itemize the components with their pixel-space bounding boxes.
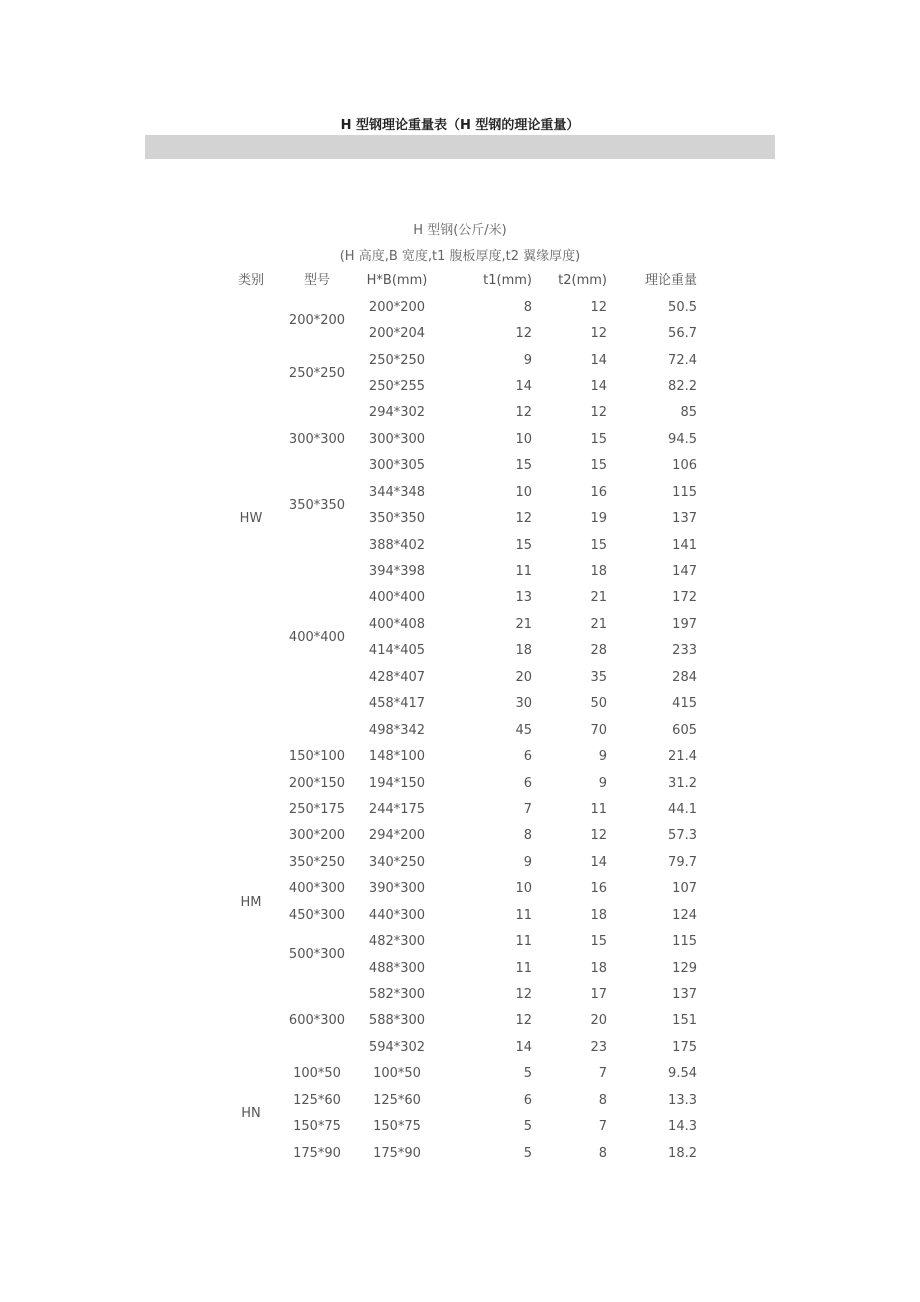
weight-cell: 50.5: [668, 299, 697, 315]
t1-cell: 13: [515, 590, 532, 606]
model-cell: 500*300: [288, 947, 346, 963]
hb-cell: 350*350: [368, 511, 426, 527]
t2-cell: 12: [590, 299, 607, 315]
t1-cell: 14: [515, 1039, 532, 1055]
hb-cell: 458*417: [368, 696, 426, 712]
header-divider-bar: [145, 135, 775, 159]
weight-cell: 106: [672, 458, 697, 474]
weight-cell: 151: [672, 1013, 697, 1029]
hb-cell: 125*60: [373, 1092, 421, 1108]
hb-cell: 482*300: [368, 934, 426, 950]
model-cell: 350*350: [288, 497, 346, 513]
weight-cell: 94.5: [668, 431, 697, 447]
t2-cell: 15: [590, 431, 607, 447]
t1-cell: 18: [515, 643, 532, 659]
hb-cell: 294*302: [368, 405, 426, 421]
hb-cell: 294*200: [368, 828, 426, 844]
t2-cell: 9: [598, 749, 607, 765]
header-weight: 理论重量: [644, 273, 697, 289]
header-category: 类别: [237, 273, 264, 289]
t2-cell: 15: [590, 934, 607, 950]
table-row: [218, 929, 697, 955]
weight-cell: 284: [672, 669, 697, 685]
table-row: [218, 400, 697, 426]
weight-cell: 197: [672, 616, 697, 632]
t2-cell: 9: [598, 775, 607, 791]
t1-cell: 10: [515, 881, 532, 897]
t1-cell: 5: [523, 1066, 532, 1082]
hb-cell: 200*200: [368, 299, 426, 315]
t1-cell: 21: [515, 616, 532, 632]
hb-cell: 194*150: [368, 775, 426, 791]
table-header-row: [218, 268, 697, 294]
hb-cell: 150*75: [373, 1119, 421, 1135]
weight-cell: 129: [672, 960, 697, 976]
t1-cell: 11: [515, 564, 532, 580]
t2-cell: 15: [590, 537, 607, 553]
t2-cell: 28: [590, 643, 607, 659]
t2-cell: 12: [590, 326, 607, 342]
t2-cell: 16: [590, 484, 607, 500]
weight-cell: 115: [672, 484, 697, 500]
t2-cell: 11: [590, 801, 607, 817]
t1-cell: 11: [515, 907, 532, 923]
t2-cell: 16: [590, 881, 607, 897]
weight-cell: 44.1: [668, 801, 697, 817]
header-model: 型号: [303, 273, 330, 289]
hb-cell: 394*398: [368, 564, 426, 580]
model-cell: 400*300: [288, 881, 346, 897]
t2-cell: 14: [590, 352, 607, 368]
hb-cell: 250*255: [368, 378, 426, 394]
weight-cell: 141: [672, 537, 697, 553]
weight-cell: 21.4: [668, 749, 697, 765]
t1-cell: 7: [523, 801, 532, 817]
table-row: [218, 294, 697, 320]
t2-cell: 12: [590, 405, 607, 421]
t2-cell: 70: [590, 722, 607, 738]
hb-cell: 175*90: [373, 1145, 421, 1161]
t1-cell: 5: [523, 1119, 532, 1135]
t1-cell: 45: [515, 722, 532, 738]
t1-cell: 6: [523, 775, 532, 791]
table-row: [218, 480, 697, 506]
t2-cell: 35: [590, 669, 607, 685]
weight-cell: 115: [672, 934, 697, 950]
t2-cell: 14: [590, 854, 607, 870]
model-cell: 300*200: [288, 828, 346, 844]
weight-cell: 31.2: [668, 775, 697, 791]
model-cell: 450*300: [288, 907, 346, 923]
t1-cell: 20: [515, 669, 532, 685]
weight-cell: 85: [680, 405, 697, 421]
t1-cell: 12: [515, 511, 532, 527]
t2-cell: 12: [590, 828, 607, 844]
t1-cell: 12: [515, 405, 532, 421]
t2-cell: 20: [590, 1013, 607, 1029]
t1-cell: 11: [515, 934, 532, 950]
hb-cell: 594*302: [368, 1039, 426, 1055]
model-cell: 300*300: [288, 431, 346, 447]
table-row: [218, 982, 697, 1008]
model-cell: 400*400: [288, 630, 346, 646]
hb-cell: 588*300: [368, 1013, 426, 1029]
weight-cell: 137: [672, 987, 697, 1003]
t1-cell: 11: [515, 960, 532, 976]
hb-cell: 400*400: [368, 590, 426, 606]
t2-cell: 14: [590, 378, 607, 394]
model-cell: 150*100: [288, 749, 346, 765]
t2-cell: 7: [598, 1066, 607, 1082]
t1-cell: 9: [523, 854, 532, 870]
model-cell: 150*75: [293, 1119, 341, 1135]
hb-cell: 344*348: [368, 484, 426, 500]
t1-cell: 8: [523, 828, 532, 844]
category-cell: HM: [240, 894, 262, 910]
hb-cell: 582*300: [368, 987, 426, 1003]
t2-cell: 15: [590, 458, 607, 474]
t1-cell: 12: [515, 1013, 532, 1029]
model-cell: 100*50: [293, 1066, 341, 1082]
table-body: [218, 294, 697, 1166]
model-cell: 200*200: [288, 312, 346, 328]
model-cell: 350*250: [288, 854, 346, 870]
table-row: [218, 797, 697, 823]
t2-cell: 50: [590, 696, 607, 712]
category-cell: HN: [241, 1106, 261, 1121]
weight-cell: 233: [672, 643, 697, 659]
t1-cell: 10: [515, 431, 532, 447]
hb-cell: 498*342: [368, 722, 426, 738]
table-row: [218, 1140, 697, 1166]
t1-cell: 6: [523, 1092, 532, 1108]
hb-cell: 300*305: [368, 458, 426, 474]
table-row: [218, 850, 697, 876]
weight-cell: 72.4: [668, 352, 697, 368]
t2-cell: 17: [590, 987, 607, 1003]
table-caption-legend: (H 高度,B 宽度,t1 腹板厚度,t2 翼缘厚度): [339, 249, 581, 264]
table-row: [218, 903, 697, 929]
t2-cell: 23: [590, 1039, 607, 1055]
weight-cell: 137: [672, 511, 697, 527]
t1-cell: 12: [515, 326, 532, 342]
t1-cell: 6: [523, 749, 532, 765]
weight-cell: 605: [672, 722, 697, 738]
hb-cell: 388*402: [368, 537, 426, 553]
document-title: H 型钢理论重量表（H 型钢的理论重量）: [340, 118, 580, 133]
t2-cell: 19: [590, 511, 607, 527]
table-row: [218, 1114, 697, 1140]
table-row: [218, 347, 697, 373]
hb-cell: 340*250: [368, 854, 426, 870]
table-caption-unit: H 型钢(公斤/米): [413, 223, 507, 238]
table-row: [218, 823, 697, 849]
hb-cell: 200*204: [368, 326, 426, 342]
model-cell: 175*90: [293, 1145, 341, 1161]
weight-cell: 57.3: [668, 828, 697, 844]
t2-cell: 8: [598, 1092, 607, 1108]
weight-cell: 9.54: [668, 1066, 697, 1082]
weight-cell: 14.3: [668, 1119, 697, 1135]
t1-cell: 15: [515, 537, 532, 553]
t2-cell: 21: [590, 590, 607, 606]
model-cell: 200*150: [288, 775, 346, 791]
t2-cell: 7: [598, 1119, 607, 1135]
t1-cell: 12: [515, 987, 532, 1003]
hb-cell: 488*300: [368, 960, 426, 976]
header-t2: t2(mm): [558, 273, 607, 289]
header-hb: H*B(mm): [366, 273, 428, 289]
weight-cell: 172: [672, 590, 697, 606]
hb-cell: 300*300: [368, 431, 426, 447]
weight-cell: 18.2: [668, 1145, 697, 1161]
t1-cell: 30: [515, 696, 532, 712]
hb-cell: 244*175: [368, 801, 426, 817]
category-cell: HW: [239, 511, 263, 527]
weight-cell: 415: [672, 696, 697, 712]
weight-cell: 124: [672, 907, 697, 923]
model-cell: 600*300: [288, 1013, 346, 1029]
model-cell: 250*250: [288, 365, 346, 381]
hb-cell: 440*300: [368, 907, 426, 923]
weight-cell: 175: [672, 1039, 697, 1055]
table-row: [218, 770, 697, 796]
table-row: [218, 532, 697, 558]
weight-cell: 79.7: [668, 854, 697, 870]
t1-cell: 10: [515, 484, 532, 500]
model-cell: 250*175: [288, 801, 346, 817]
weight-cell: 147: [672, 564, 697, 580]
hb-cell: 428*407: [368, 669, 426, 685]
weight-cell: 13.3: [668, 1092, 697, 1108]
t2-cell: 21: [590, 616, 607, 632]
t2-cell: 18: [590, 907, 607, 923]
t2-cell: 18: [590, 960, 607, 976]
table-row: [218, 1061, 697, 1087]
table-row: [218, 876, 697, 902]
table-row: [218, 744, 697, 770]
weight-cell: 107: [672, 881, 697, 897]
hb-cell: 414*405: [368, 643, 426, 659]
hb-cell: 400*408: [368, 616, 426, 632]
t1-cell: 15: [515, 458, 532, 474]
header-t1: t1(mm): [483, 273, 532, 289]
t2-cell: 18: [590, 564, 607, 580]
hb-cell: 148*100: [368, 749, 426, 765]
t1-cell: 8: [523, 299, 532, 315]
t1-cell: 14: [515, 378, 532, 394]
table-row: [218, 1088, 697, 1114]
hb-cell: 390*300: [368, 881, 426, 897]
hb-cell: 100*50: [373, 1066, 421, 1082]
t1-cell: 5: [523, 1145, 532, 1161]
t1-cell: 9: [523, 352, 532, 368]
model-cell: 125*60: [293, 1092, 341, 1108]
weight-cell: 56.7: [668, 326, 697, 342]
hb-cell: 250*250: [368, 352, 426, 368]
weight-cell: 82.2: [668, 378, 697, 394]
steel-weight-table: [218, 268, 697, 1167]
t2-cell: 8: [598, 1145, 607, 1161]
